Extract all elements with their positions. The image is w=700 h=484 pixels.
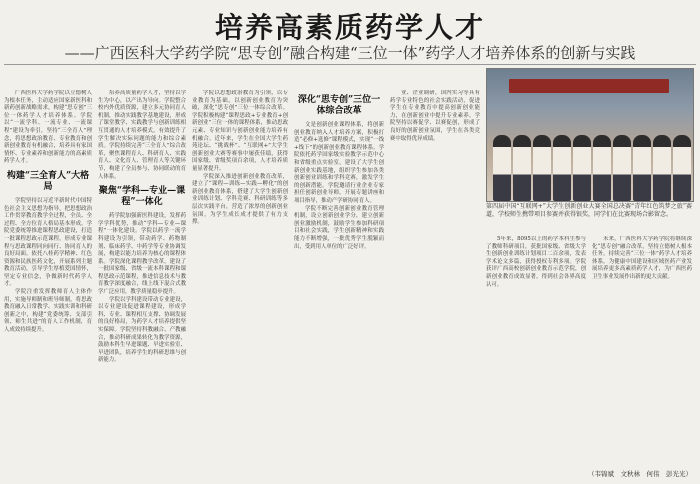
paragraph: 未来，广西医科大学药学院将继续深化“思专创”融合改革，坚持立德树人根本任务，持续完善“三位一体”药学人才培养体系，为健康中国建设和区域医药产业发展培养更多高素质药学人才，为广西医药卫生事业发展作出新的更大贡献。 bbox=[592, 236, 692, 280]
byline: （韦锦斌 文秋林 何伟 彭光光） bbox=[588, 470, 692, 478]
paragraph: 学院坚持以习近平新时代中国特色社会主义思想为指导，把思想政治工作贯穿教育教学全过程，全员、全过程、全方位育人格局基本形成。学院党委统筹推进课程思政建设，打造一批课程思政示范课程，形成专业课程与思政课程同向同行、协同育人的良好局面。依托八桂药学精神、红色资源和民族医药文化，开展系列主题教育活动，引导学生厚植爱国情怀，坚定专业信念，争做新时代药学人才。 bbox=[4, 197, 92, 288]
paragraph: 广西医科大学药学院以立德树人为根本任务，主动适应国家新医科和新药创新战略需求，构建“思专创”三位一体药学人才培养体系。学院以“一流学科、一流专业、一流课程”建设为牵引，坚持“三全育人”理念，将思想政治教育、专业教育和创新创业教育有机融合，培养具有家国情怀、专业素养和创新能力的高素质药学人才。 bbox=[4, 90, 92, 165]
column-1 bbox=[4, 90, 92, 480]
paragraph: 学院以学科建设带动专业建设，以专业建设促进课程建设，形成学科、专业、课程相互支撑、协调发展的良好格局，为药学人才培养提供坚实保障。学院坚持科教融合、产教融合，推动科研成果转化为教学资源，鼓励本科生早进课题、早进实验室、早进团队，培养学生的科研思维与创新能力。 bbox=[98, 296, 186, 364]
subheadline: ——广西医科大学药学院“思专创”融合构建“三位一体”药学人才培养体系的创新与实践 bbox=[64, 44, 636, 62]
paragraph: 学院以思想政治教育为引领，以专业教育为基础，以创新创业教育为突破，深化“思专创”三位一体综合改革。学院积极构建“课程思政+专业教育+创新创业”三位一体的课程体系，推动思政元素、专业知识与创新创业能力培养有机融合。近年来，学生在全国大学生药苑论坛、“挑战杯”、“互联网+”大学生创新创业大赛等赛事中屡获佳绩，获得国家级、省级奖项百余项，人才培养质量显著提升。 bbox=[192, 90, 288, 172]
group-of-people bbox=[487, 121, 693, 201]
column-5 bbox=[390, 90, 480, 480]
paragraph: 学院深入推进创新创业教育改革，建立了“课程—训练—实践—孵化”的创新创业教育体系，搭建了大学生创新创业训练计划、学科竞赛、科研训练等多层次实践平台，营造了浓厚的创新创业氛围，为学生成长成才提供了有力支撑。 bbox=[192, 173, 288, 226]
column-6 bbox=[486, 236, 586, 466]
section-title-2: 聚焦“学科—专业—课程”一体化 bbox=[98, 186, 186, 208]
red-banner bbox=[509, 79, 669, 93]
section-title-3: 深化“思专创”三位一体综合改革 bbox=[297, 95, 381, 116]
event-photo bbox=[486, 68, 694, 202]
paragraph: 培养高质量药学人才，坚持以学生为中心，以产出为导向。学院整合校内外优质资源，建立多元协同育人机制，推动实践教学基地建设，形成了课堂教学、实践教学与创新训练相互贯通的人才培养模式，有效提升了学生解决实际问题的能力和综合素质。学院持续完善“三全育人”综合改革，聚焦课程育人、科研育人、实践育人、文化育人、管理育人等关键环节，构建了全员参与、协同联动的育人体系。 bbox=[98, 90, 186, 180]
section-title-1: 构建“三全育人”大格局 bbox=[6, 170, 90, 192]
photo-caption: 第四届中国“互联网+”大学生创新创业大赛全国总决赛“青年红色筑梦之旅”赛道，学校师生携带项目参赛并获得银奖，同学们在比赛现场合影留念。 bbox=[486, 203, 692, 218]
column-3 bbox=[192, 90, 288, 480]
column-7 bbox=[592, 236, 692, 466]
column-4 bbox=[294, 90, 384, 480]
paragraph: 文是创新创业课程体系，将创新创业教育纳入人才培养方案，积极打造“必修+选修”课程模式，实现“一线+线下”的创新创业教育课程体系。学院依托药学国家级实验教学示范中心和省级重点实验室，建设了大学生创新创业实践基地，组织学生参加各类创新创业训练和学科竞赛，激发学生的创新潜能。学院邀请行业企业专家担任创新创业导师，开展专题讲座和项目指导，推动产学研协同育人。 bbox=[294, 122, 384, 204]
divider bbox=[4, 64, 696, 65]
paragraph: 5年来，8095以上的药学本科生参与了教师科研项目，获批国家级、省级大学生创新创业训练计划项目二百余项，发表学术论文多篇，获得授权专利多项。学院获评广西高校创新创业教育示范学院，创新创业教育成效显著，得到社会各界高度认可。 bbox=[486, 236, 586, 288]
paragraph: 药学院加强新医科建设，发挥药学学科优势，推动“学科—专业—课程”一体化建设。学院以药学一流学科建设为引领，带动药学、药物制剂、临床药学、中药学等专业协调发展，构建以能力培养为核心的课程体系。学院深化课程教学改革，建设了一批国家级、省级一流本科课程和课程思政示范课程，推进信息技术与教育教学深度融合，线上线下混合式教学广泛应用，教学质量稳步提升。 bbox=[98, 213, 186, 296]
headline: 培养高素质药学人才 bbox=[214, 11, 485, 44]
paragraph: 业、企业调研，国内实习等具有药学专业特色的社会实践活动，促进学生在专业教育中提高创新创业能力，在创新创业中提升专业素养。学院坚持以赛促学、以赛促创，形成了良好的创新创业氛围，学生在各类竞赛中取得优异成绩。 bbox=[390, 90, 480, 142]
paragraph: 学院注重发挥教师育人主体作用，实施导师制和班导师制，将思政教育融入日常教学、实践实训和科研创新之中，构建“党委统筹、支部引领、师生共进”的育人工作机制，育人成效持续提升。 bbox=[4, 289, 92, 334]
paragraph: 学院不断完善创新创业教育管理机制，设立创新创业学分，建立创新创业激励机制，鼓励学生参加科研项目和社会实践，学生创新精神和实践能力不断增强，一批优秀学生脱颖而出，受到用人单位的广泛好评。 bbox=[294, 205, 384, 250]
column-2 bbox=[98, 90, 186, 480]
